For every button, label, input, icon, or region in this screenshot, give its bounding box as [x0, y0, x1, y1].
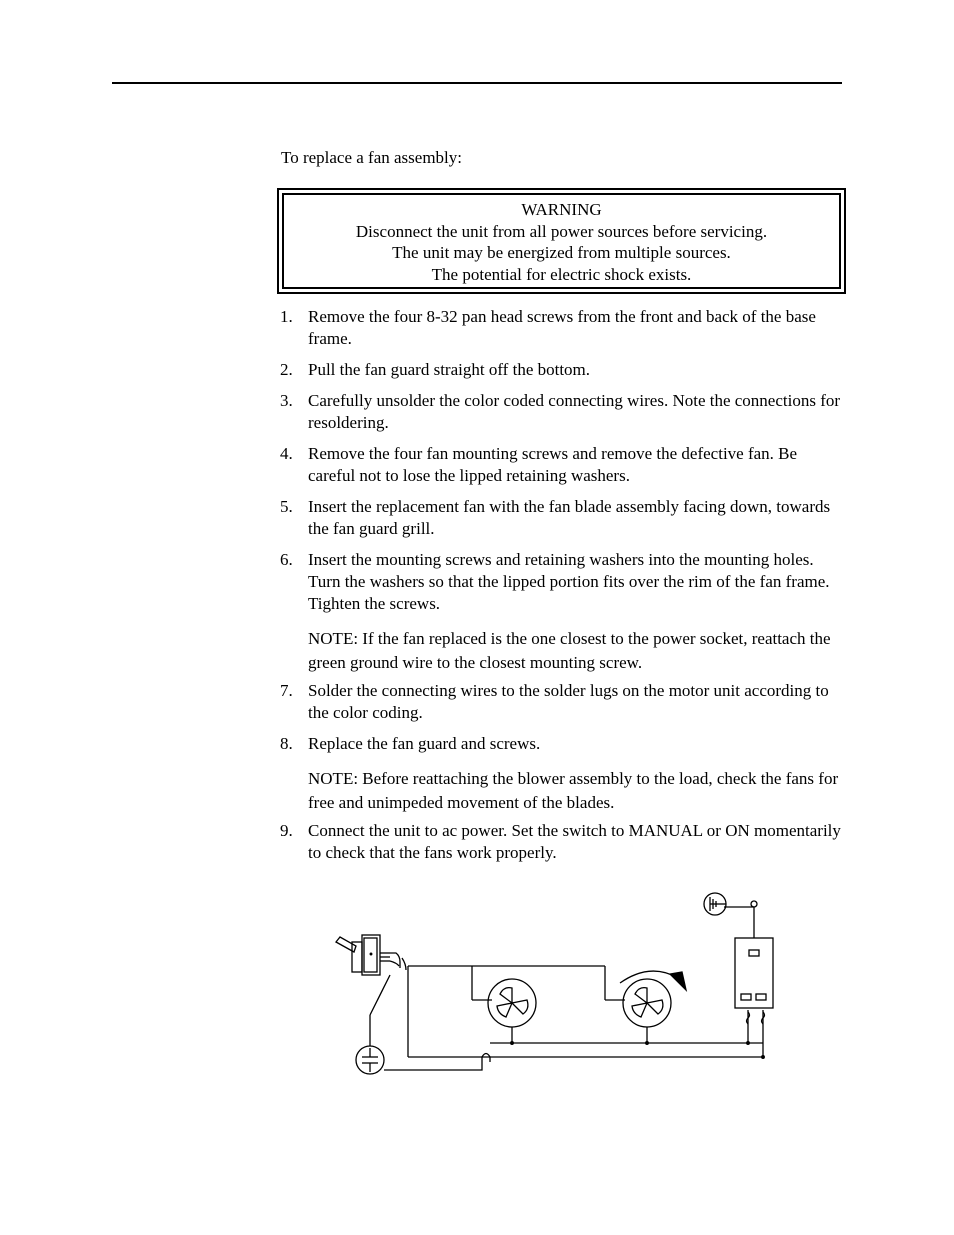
step-item: [280, 443, 845, 487]
fan-icon: [623, 979, 671, 1027]
note-text: NOTE: If the fan replaced is the one closest to the power socket, reattach the green ground wire to the closest mounting screw.: [308, 629, 831, 672]
step-text: Connect the unit to ac power. Set the switch to MANUAL or ON momentarily to check that the fans work properly.: [308, 821, 841, 862]
intro-text: To replace a fan assembly:: [281, 148, 463, 167]
warning-box: [277, 188, 846, 294]
step-number: 8.: [280, 734, 293, 753]
toggle-switch-icon: [336, 935, 390, 975]
warning-line: The potential for electric shock exists.: [431, 264, 692, 284]
capacitor-icon: [356, 1046, 384, 1074]
step-item: [280, 496, 845, 540]
fan-icon: [488, 979, 536, 1027]
step-item: [280, 733, 845, 755]
step-number: 7.: [280, 681, 293, 700]
step-text: Remove the four fan mounting screws and remove the defective fan. Be careful not to lose the lipped retaining washers.: [308, 444, 798, 485]
step-item: [280, 390, 845, 434]
step-item: [280, 306, 845, 350]
step-item: [280, 549, 845, 615]
header-rule: [112, 82, 842, 84]
warning-line: Disconnect the unit from all power sources before servicing.: [355, 221, 768, 241]
step-number: 2.: [280, 360, 293, 379]
step-number: 4.: [280, 444, 293, 463]
fan-wiring-diagram: [330, 890, 790, 1085]
step-text: Carefully unsolder the color coded connecting wires. Note the connections for resoldering.: [308, 391, 841, 432]
warning-line: The unit may be energized from multiple sources.: [392, 243, 731, 262]
step-text: Pull the fan guard straight off the bottom.: [308, 360, 591, 379]
step-text: Remove the four 8-32 pan head screws from the front and back of the base frame.: [308, 307, 816, 348]
step-text: Solder the connecting wires to the solder lugs on the motor unit according to the color coding.: [308, 681, 829, 722]
warning-title: WARNING: [521, 200, 602, 219]
step-number: 9.: [280, 821, 293, 840]
step-text: Insert the replacement fan with the fan blade assembly facing down, towards the fan guard grill.: [308, 497, 831, 538]
step-number: 6.: [280, 550, 293, 569]
step-number: 3.: [280, 391, 293, 410]
step-text: Insert the mounting screws and retaining washers into the mounting holes. Turn the washers so that the lipped portion fits over the rim of the fan frame. Tighten the screws.: [308, 550, 830, 613]
step-number: 5.: [280, 497, 293, 516]
procedure-steps: [280, 306, 845, 873]
step-item: [280, 820, 845, 864]
step-item: [280, 359, 845, 381]
power-socket-icon: [735, 938, 773, 1008]
step-number: 1.: [280, 307, 293, 326]
warning-inner-border: [282, 193, 841, 289]
step-text: Replace the fan guard and screws.: [308, 734, 541, 753]
ground-symbol-icon: [704, 893, 726, 915]
step-item: [280, 680, 845, 724]
note-text: NOTE: Before reattaching the blower assembly to the load, check the fans for free and unimpeded movement of the blades.: [308, 769, 839, 812]
